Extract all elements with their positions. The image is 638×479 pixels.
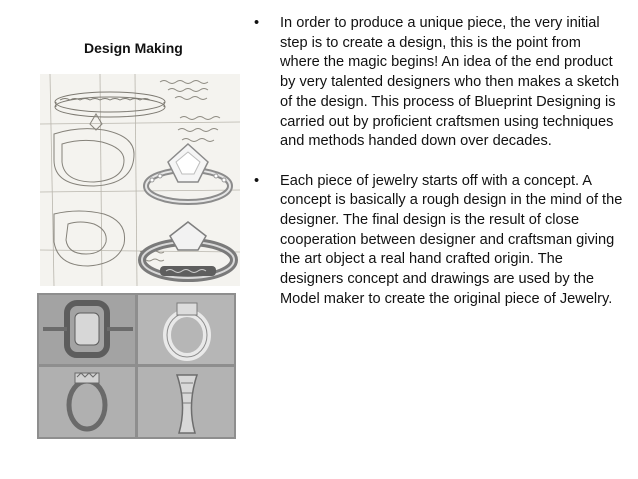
bullet-glyph: • — [254, 172, 260, 189]
bullet-text: In order to produce a unique piece, the very initial step is to create a design, this is the point from where the magic begins! An idea of the end product by very talented designers who then makes a sketch of the design. This process of Blueprint Designing is carried out by proficient craftsmen using techniques and methods handed down over decades. — [280, 15, 620, 150]
slide-title: Design Making — [84, 40, 183, 56]
bullet-text: Each piece of jewelry starts off with a concept. A concept is basically a rough design in the mind of the designer. The final design is the result of close cooperation between designer and craftsman giving the art object a real hand crafted origin. The designers concept and drawings are used by the Model maker to create the original piece of Jewelry. — [280, 172, 623, 307]
ring-cad-renders-image — [37, 293, 236, 439]
ring-sketch-image — [40, 74, 240, 286]
bullet-glyph: • — [254, 15, 260, 31]
bullet-list — [254, 14, 624, 310]
bullet-item — [254, 14, 624, 152]
bullet-item — [254, 172, 624, 310]
